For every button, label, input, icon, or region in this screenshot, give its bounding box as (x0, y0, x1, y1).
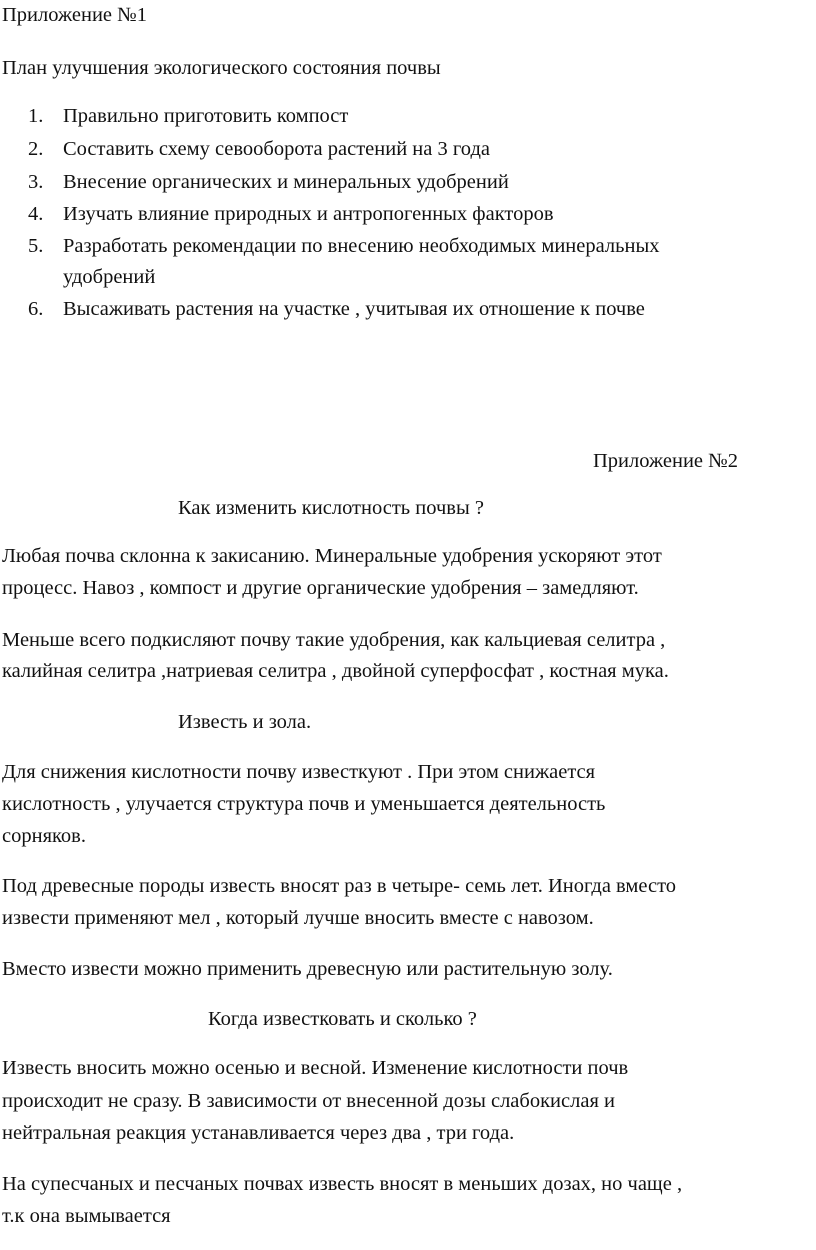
list-item: Составить схему севооборота растений на 3 года (63, 138, 490, 160)
section-subtitle: Известь и зола. (178, 711, 312, 733)
paragraph-line: извести применяют мел , который лучше вносить вместе с навозом. (2, 907, 594, 929)
paragraph-line: Любая почва склонна к закисанию. Минеральные удобрения ускоряют этот (2, 545, 662, 567)
paragraph-line: процесс. Навоз , компост и другие органические удобрения – замедляют. (2, 577, 639, 599)
paragraph-line: нейтральная реакция устанавливается через два , три года. (2, 1122, 515, 1144)
paragraph-line: Для снижения кислотности почву известкуют . При этом снижается (2, 761, 596, 783)
list-item: Внесение органических и минеральных удобрений (63, 171, 509, 193)
section-title: Как изменить кислотность почвы ? (178, 497, 484, 519)
list-item-number: 6. (28, 298, 44, 320)
list-item: Изучать влияние природных и антропогенных факторов (63, 203, 554, 225)
list-item: Высаживать растения на участке , учитывая их отношение к почве (63, 298, 645, 320)
paragraph-line: Вместо извести можно применить древесную или растительную золу. (2, 958, 613, 980)
list-item-number: 4. (28, 203, 44, 225)
list-item-number: 5. (28, 235, 44, 257)
paragraph-line: т.к она вымывается (2, 1205, 171, 1227)
list-item-continuation: удобрений (63, 266, 156, 288)
list-item-number: 3. (28, 171, 44, 193)
list-item-number: 2. (28, 138, 44, 160)
paragraph-line: калийная селитра ,натриевая селитра , двойной суперфосфат , костная мука. (2, 660, 669, 682)
appendix-1-heading: Приложение №1 (2, 4, 147, 26)
list-item: Разработать рекомендации по внесению необходимых минеральных (63, 235, 660, 257)
paragraph-line: Под древесные породы известь вносят раз в четыре- семь лет. Иногда вместо (2, 875, 677, 897)
paragraph-line: кислотность , улучается структура почв и уменьшается деятельность (2, 793, 606, 815)
list-item: Правильно приготовить компост (63, 105, 349, 127)
paragraph-line: Известь вносить можно осенью и весной. Изменение кислотности почв (2, 1057, 629, 1079)
paragraph-line: Меньше всего подкисляют почву такие удобрения, как кальциевая селитра , (2, 629, 666, 651)
appendix-2-heading: Приложение №2 (593, 450, 738, 472)
paragraph-line: происходит не сразу. В зависимости от внесенной дозы слабокислая и (2, 1090, 615, 1112)
section-subtitle: Когда известковать и сколько ? (208, 1008, 477, 1030)
list-item-number: 1. (28, 105, 44, 127)
paragraph-line: сорняков. (2, 825, 86, 847)
paragraph-line: На супесчаных и песчаных почвах известь вносят в меньших дозах, но чаще , (2, 1173, 683, 1195)
plan-title: План улучшения экологического состояния почвы (2, 57, 441, 79)
